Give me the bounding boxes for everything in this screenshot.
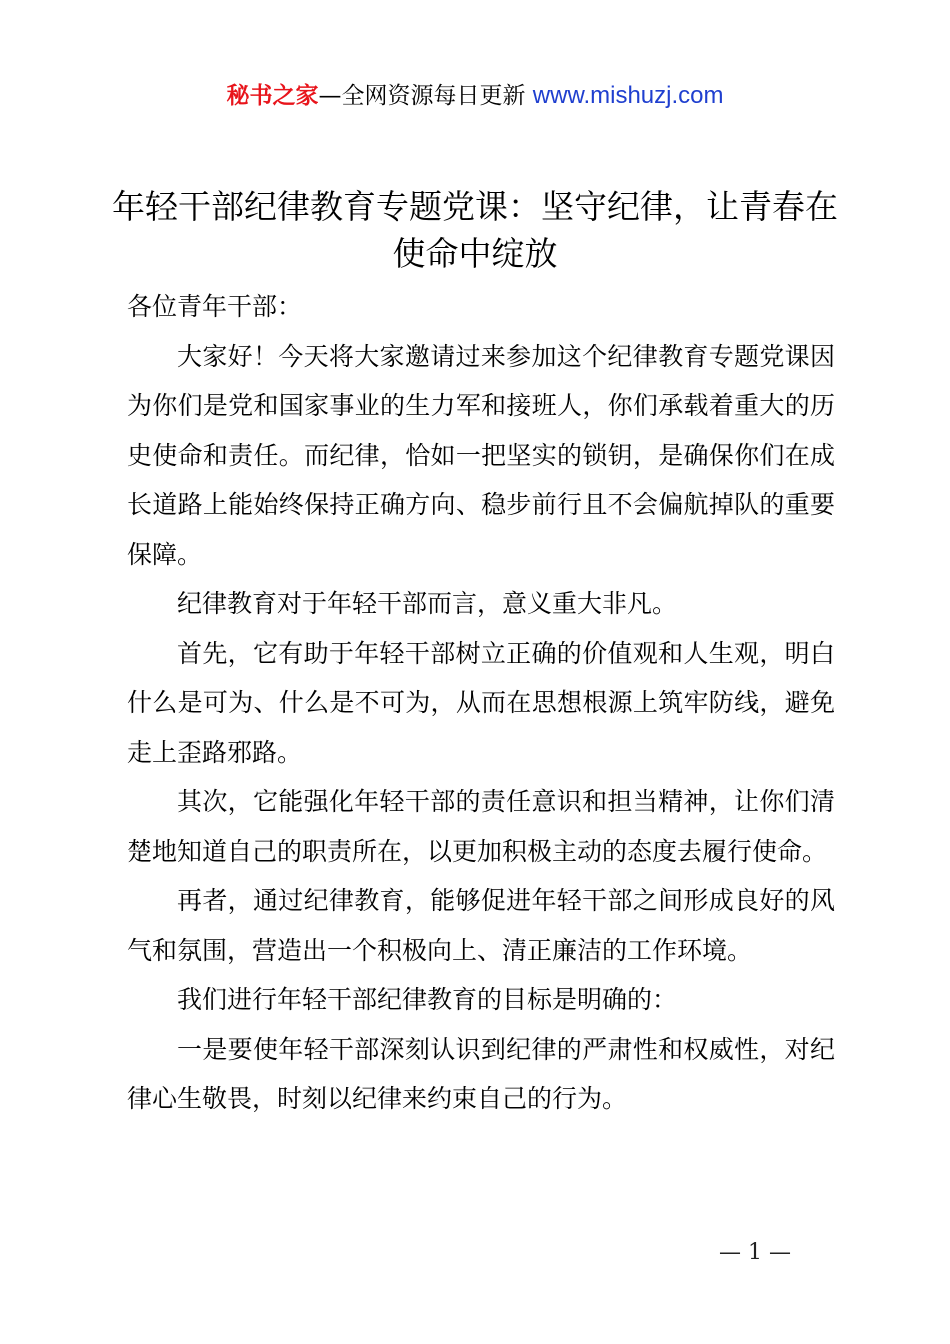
document-body xyxy=(127,282,835,1124)
paragraph-significance: 纪律教育对于年轻干部而言，意义重大非凡。 xyxy=(177,589,678,618)
paragraph-goal-one: 一是要使年轻干部深刻认识到纪律的严肃性和权威性，对纪律心生敬畏，时刻以纪律来约束自己的行为。 xyxy=(127,1034,835,1113)
site-header xyxy=(0,80,950,112)
paragraph-second-point: 其次，它能强化年轻干部的责任意识和担当精神，让你们清楚地知道自己的职责所在，以更加积极主动的态度去履行使命。 xyxy=(127,787,835,866)
paragraph-third-point: 再者，通过纪律教育，能够促进年轻干部之间形成良好的风气和氛围，营造出一个积极向上、清正廉洁的工作环境。 xyxy=(127,886,835,965)
site-url-link[interactable]: www.mishuzj.com xyxy=(532,82,724,109)
paragraph-first-point: 首先，它有助于年轻干部树立正确的价值观和人生观，明白什么是可为、什么是不可为，从而在思想根源上筑牢防线，避免走上歪路邪路。 xyxy=(127,638,835,767)
site-tagline: —全网资源每日更新 xyxy=(318,83,526,109)
salutation: 各位青年干部： xyxy=(127,292,303,321)
page-number: — 1 — xyxy=(719,1240,791,1265)
paragraph-intro: 大家好！今天将大家邀请过来参加这个纪律教育专题党课因为你们是党和国家事业的生力军和接班人，你们承载着重大的历史使命和责任。而纪律，恰如一把坚实的锁钥，是确保你们在成长道路上能始终保持正确方向、稳步前行且不会偏航掉队的重要保障。 xyxy=(127,341,835,569)
paragraph-goals-intro: 我们进行年轻干部纪律教育的目标是明确的： xyxy=(177,985,678,1014)
document-title: 年轻干部纪律教育专题党课：坚守纪律，让青春在使命中绽放 xyxy=(112,187,838,273)
site-brand: 秘书之家 xyxy=(226,83,319,109)
